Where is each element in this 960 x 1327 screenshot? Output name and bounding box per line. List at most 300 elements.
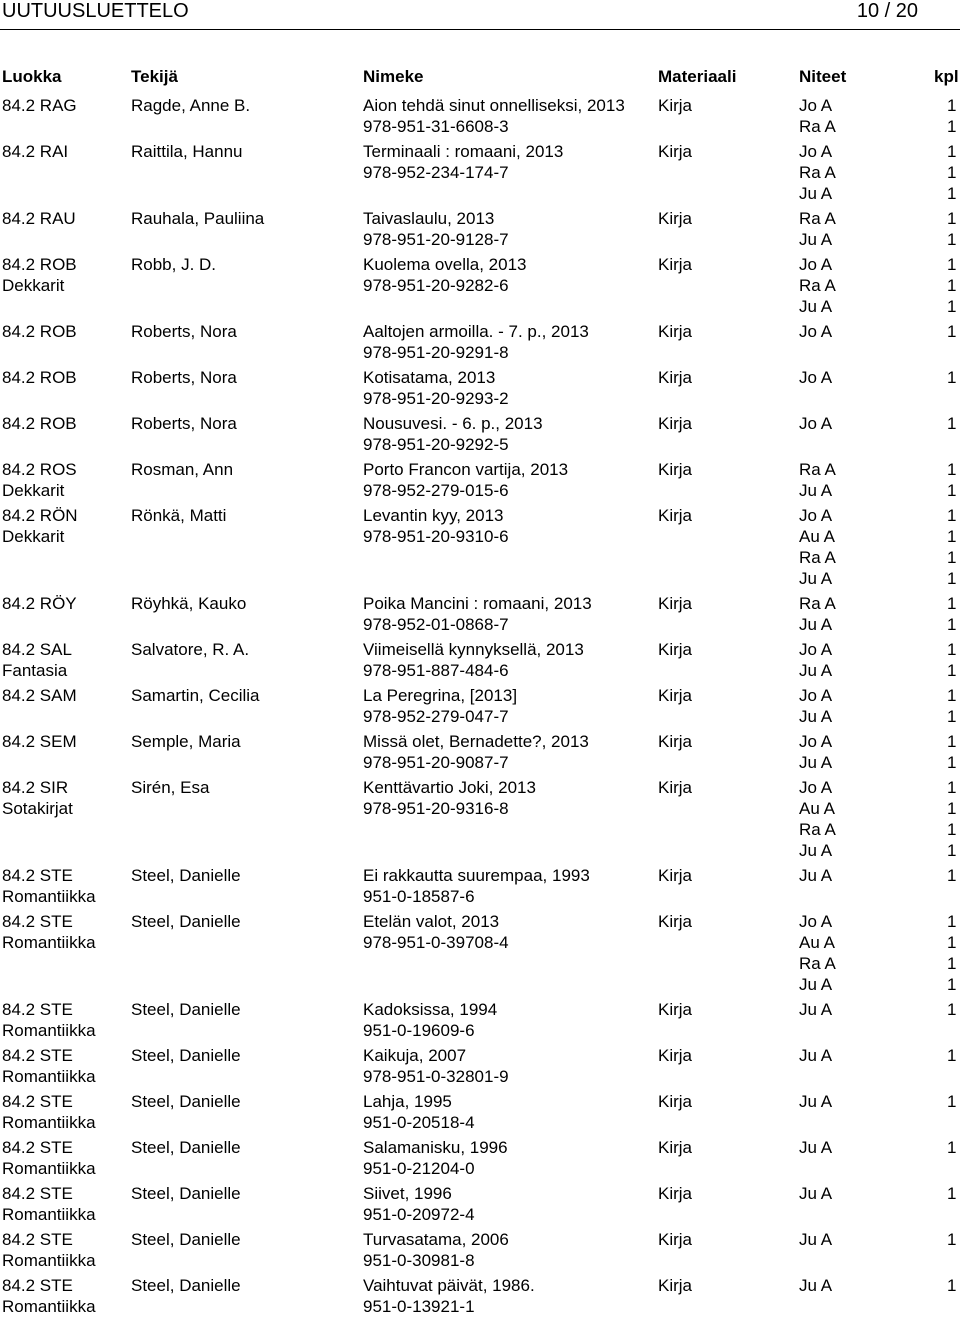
copy-location: Jo A (799, 322, 833, 341)
book-title: Missä olet, Bernadette?, 2013 (363, 732, 589, 751)
class-code: 84.2 SEM (2, 732, 77, 751)
niteet-cell (799, 254, 836, 317)
author-name: Steel, Danielle (131, 1138, 241, 1157)
niteet-cell (799, 593, 836, 635)
class-code: 84.2 ROS (2, 460, 77, 479)
kpl-cell (947, 685, 956, 727)
niteet-cell (799, 95, 836, 137)
table-row (0, 208, 960, 254)
copy-location: Ra A (799, 276, 836, 295)
isbn: 978-952-279-047-7 (363, 707, 509, 726)
luokka-cell (2, 593, 77, 614)
author-name: Salvatore, R. A. (131, 640, 250, 659)
copy-count: 1 (947, 460, 957, 479)
copy-location: Ju A (799, 1000, 833, 1019)
copy-location: Jo A (799, 506, 833, 525)
copy-location: Ju A (799, 1230, 833, 1249)
book-title: Siivet, 1996 (363, 1184, 452, 1203)
luokka-cell (2, 865, 96, 907)
copy-location: Ju A (799, 230, 833, 249)
copy-count: 1 (947, 414, 957, 433)
tekija-cell (131, 208, 264, 229)
luokka-cell (2, 367, 77, 388)
class-code: 84.2 RAU (2, 209, 76, 228)
copy-count: 1 (947, 481, 957, 500)
table-row (0, 1275, 960, 1321)
genre-label: Romantiikka (2, 1113, 96, 1132)
table-row (0, 865, 960, 911)
materiaali-cell (658, 1183, 692, 1204)
copy-location: Ju A (799, 615, 833, 634)
material-type: Kirja (658, 1046, 693, 1065)
kpl-cell (947, 865, 956, 886)
material-type: Kirja (658, 1184, 693, 1203)
book-title: Aaltojen armoilla. - 7. p., 2013 (363, 322, 589, 341)
nimeke-cell (363, 685, 517, 727)
luokka-cell (2, 731, 77, 752)
class-code: 84.2 STE (2, 1046, 73, 1065)
copy-count: 1 (947, 209, 957, 228)
niteet-cell (799, 141, 836, 204)
author-name: Semple, Maria (131, 732, 241, 751)
niteet-cell (799, 367, 832, 388)
niteet-cell (799, 505, 836, 589)
class-code: 84.2 SAL (2, 640, 72, 659)
genre-label: Romantiikka (2, 1297, 96, 1316)
copy-count: 1 (947, 163, 957, 182)
copy-count: 1 (947, 933, 957, 952)
table-row (0, 141, 960, 208)
kpl-cell (947, 459, 956, 501)
column-header-tekija: Tekijä (131, 67, 178, 86)
material-type: Kirja (658, 1138, 693, 1157)
luokka-cell (2, 639, 72, 681)
kpl-cell (947, 208, 956, 250)
copy-location: Ra A (799, 460, 836, 479)
tekija-cell (131, 999, 241, 1020)
niteet-cell (799, 1091, 832, 1112)
class-code: 84.2 STE (2, 1276, 73, 1295)
genre-label: Dekkarit (2, 481, 65, 500)
isbn: 951-0-20518-4 (363, 1113, 475, 1132)
book-title: Kenttävartio Joki, 2013 (363, 778, 536, 797)
materiaali-cell (658, 593, 692, 614)
tekija-cell (131, 367, 237, 388)
table-row (0, 1229, 960, 1275)
copy-location: Ju A (799, 866, 833, 885)
materiaali-cell (658, 95, 692, 116)
isbn: 978-952-279-015-6 (363, 481, 509, 500)
luokka-cell (2, 459, 77, 501)
niteet-cell (799, 731, 832, 773)
class-code: 84.2 RAI (2, 142, 69, 161)
luokka-cell (2, 505, 78, 547)
niteet-cell (799, 1275, 832, 1296)
kpl-cell (947, 1137, 956, 1158)
copy-location: Ju A (799, 1138, 833, 1157)
niteet-cell (799, 459, 836, 501)
nimeke-cell (363, 367, 509, 409)
table-row (0, 95, 960, 141)
book-title: Terminaali : romaani, 2013 (363, 142, 564, 161)
material-type: Kirja (658, 732, 693, 751)
isbn: 978-951-887-484-6 (363, 661, 509, 680)
nimeke-cell (363, 141, 563, 183)
tekija-cell (131, 1229, 241, 1250)
tekija-cell (131, 1183, 241, 1204)
copy-count: 1 (947, 841, 957, 860)
isbn: 978-951-20-9316-8 (363, 799, 509, 818)
copy-count: 1 (947, 117, 957, 136)
copy-location: Jo A (799, 142, 833, 161)
copy-count: 1 (947, 184, 957, 203)
copy-count: 1 (947, 778, 957, 797)
isbn: 978-951-20-9282-6 (363, 276, 509, 295)
copy-count: 1 (947, 297, 957, 316)
kpl-cell (947, 639, 956, 681)
copy-location: Jo A (799, 96, 833, 115)
kpl-cell (947, 731, 956, 773)
tekija-cell (131, 1091, 241, 1112)
book-title: Salamanisku, 1996 (363, 1138, 508, 1157)
author-name: Steel, Danielle (131, 1230, 241, 1249)
material-type: Kirja (658, 368, 693, 387)
tekija-cell (131, 865, 241, 886)
book-title: Porto Francon vartija, 2013 (363, 460, 569, 479)
isbn: 951-0-21204-0 (363, 1159, 475, 1178)
author-name: Steel, Danielle (131, 1000, 241, 1019)
materiaali-cell (658, 459, 692, 480)
table-row (0, 505, 960, 593)
document-title: UUTUUSLUETTELO (2, 0, 189, 22)
author-name: Steel, Danielle (131, 1276, 241, 1295)
isbn: 978-951-20-9292-5 (363, 435, 509, 454)
material-type: Kirja (658, 1000, 693, 1019)
nimeke-cell (363, 639, 584, 681)
niteet-cell (799, 777, 836, 861)
copy-count: 1 (947, 368, 957, 387)
material-type: Kirja (658, 414, 693, 433)
isbn: 978-951-0-39708-4 (363, 933, 509, 952)
copy-location: Jo A (799, 778, 833, 797)
copy-count: 1 (947, 527, 957, 546)
luokka-cell (2, 1045, 96, 1087)
table-row (0, 1045, 960, 1091)
niteet-cell (799, 999, 832, 1020)
tekija-cell (131, 505, 226, 526)
isbn: 978-951-20-9128-7 (363, 230, 509, 249)
copy-count: 1 (947, 732, 957, 751)
tekija-cell (131, 911, 241, 932)
author-name: Roberts, Nora (131, 414, 237, 433)
class-code: 84.2 STE (2, 1000, 73, 1019)
copy-count: 1 (947, 954, 957, 973)
tekija-cell (131, 95, 250, 116)
luokka-cell (2, 911, 96, 953)
niteet-cell (799, 208, 836, 250)
tekija-cell (131, 141, 243, 162)
nimeke-cell (363, 731, 589, 773)
author-name: Steel, Danielle (131, 1092, 241, 1111)
table-row (0, 254, 960, 321)
nimeke-cell (363, 865, 590, 907)
isbn: 951-0-13921-1 (363, 1297, 475, 1316)
copy-location: Ju A (799, 297, 833, 316)
copy-location: Ra A (799, 820, 836, 839)
kpl-cell (947, 1091, 956, 1112)
material-type: Kirja (658, 594, 693, 613)
luokka-cell (2, 777, 73, 819)
nimeke-cell (363, 1137, 508, 1179)
copy-count: 1 (947, 1092, 957, 1111)
author-name: Röyhkä, Kauko (131, 594, 247, 613)
book-title: Aion tehdä sinut onnelliseksi, 2013 (363, 96, 625, 115)
book-title: Etelän valot, 2013 (363, 912, 500, 931)
author-name: Rönkä, Matti (131, 506, 227, 525)
material-type: Kirja (658, 96, 693, 115)
materiaali-cell (658, 777, 692, 798)
table-row (0, 1137, 960, 1183)
copy-location: Ju A (799, 1276, 833, 1295)
author-name: Samartin, Cecilia (131, 686, 260, 705)
copy-location: Ju A (799, 1184, 833, 1203)
nimeke-cell (363, 593, 592, 635)
book-title: Viimeisellä kynnyksellä, 2013 (363, 640, 584, 659)
kpl-cell (947, 911, 956, 995)
materiaali-cell (658, 321, 692, 342)
niteet-cell (799, 1137, 832, 1158)
nimeke-cell (363, 999, 497, 1041)
genre-label: Romantiikka (2, 1067, 96, 1086)
materiaali-cell (658, 1229, 692, 1250)
isbn: 978-951-0-32801-9 (363, 1067, 509, 1086)
materiaali-cell (658, 1137, 692, 1158)
column-header-nimeke: Nimeke (363, 67, 424, 86)
genre-label: Romantiikka (2, 887, 96, 906)
nimeke-cell (363, 1275, 535, 1317)
copy-count: 1 (947, 594, 957, 613)
copy-location: Ju A (799, 707, 833, 726)
author-name: Rauhala, Pauliina (131, 209, 265, 228)
copy-count: 1 (947, 753, 957, 772)
copy-count: 1 (947, 230, 957, 249)
table-row (0, 367, 960, 413)
book-title: Lahja, 1995 (363, 1092, 452, 1111)
table-row (0, 639, 960, 685)
column-header-kpl: kpl (934, 67, 959, 86)
copy-location: Ju A (799, 569, 833, 588)
materiaali-cell (658, 1275, 692, 1296)
copy-count: 1 (947, 255, 957, 274)
isbn: 951-0-19609-6 (363, 1021, 475, 1040)
copy-count: 1 (947, 506, 957, 525)
class-code: 84.2 SAM (2, 686, 77, 705)
book-title: Vaihtuvat päivät, 1986. (363, 1276, 535, 1295)
table-row (0, 911, 960, 999)
book-title: Kuolema ovella, 2013 (363, 255, 527, 274)
author-name: Sirén, Esa (131, 778, 210, 797)
copy-location: Jo A (799, 368, 833, 387)
luokka-cell (2, 254, 77, 296)
tekija-cell (131, 321, 237, 342)
nimeke-cell (363, 1183, 475, 1225)
copy-count: 1 (947, 707, 957, 726)
genre-label: Romantiikka (2, 1251, 96, 1270)
isbn: 978-951-20-9291-8 (363, 343, 509, 362)
class-code: 84.2 SIR (2, 778, 69, 797)
luokka-cell (2, 141, 68, 162)
kpl-cell (947, 141, 956, 204)
class-code: 84.2 RÖN (2, 506, 78, 525)
materiaali-cell (658, 413, 692, 434)
column-header-niteet: Niteet (799, 67, 847, 86)
author-name: Robb, J. D. (131, 255, 217, 274)
page-header (0, 0, 960, 24)
tekija-cell (131, 731, 241, 752)
copy-location: Jo A (799, 640, 833, 659)
class-code: 84.2 ROB (2, 255, 77, 274)
isbn: 978-952-01-0868-7 (363, 615, 509, 634)
copy-location: Ju A (799, 753, 833, 772)
material-type: Kirja (658, 778, 693, 797)
table-row (0, 321, 960, 367)
materiaali-cell (658, 911, 692, 932)
isbn: 978-952-234-174-7 (363, 163, 509, 182)
copy-count: 1 (947, 615, 957, 634)
copy-location: Ra A (799, 548, 836, 567)
copy-count: 1 (947, 975, 957, 994)
nimeke-cell (363, 459, 568, 501)
author-name: Steel, Danielle (131, 866, 241, 885)
niteet-cell (799, 1183, 832, 1204)
class-code: 84.2 ROB (2, 368, 77, 387)
materiaali-cell (658, 1045, 692, 1066)
material-type: Kirja (658, 1276, 693, 1295)
table-row (0, 685, 960, 731)
material-type: Kirja (658, 640, 693, 659)
tekija-cell (131, 777, 209, 798)
copy-location: Ju A (799, 975, 833, 994)
kpl-cell (947, 505, 956, 589)
copy-count: 1 (947, 661, 957, 680)
materiaali-cell (658, 141, 692, 162)
material-type: Kirja (658, 686, 693, 705)
class-code: 84.2 STE (2, 1230, 73, 1249)
luokka-cell (2, 1183, 96, 1225)
material-type: Kirja (658, 255, 693, 274)
niteet-cell (799, 911, 836, 995)
table-row (0, 1183, 960, 1229)
kpl-cell (947, 413, 956, 434)
niteet-cell (799, 413, 832, 434)
author-name: Roberts, Nora (131, 322, 237, 341)
kpl-cell (947, 1229, 956, 1250)
material-type: Kirja (658, 460, 693, 479)
material-type: Kirja (658, 506, 693, 525)
nimeke-cell (363, 254, 527, 296)
copy-count: 1 (947, 820, 957, 839)
kpl-cell (947, 1045, 956, 1066)
kpl-cell (947, 254, 956, 317)
nimeke-cell (363, 911, 509, 953)
material-type: Kirja (658, 142, 693, 161)
copy-count: 1 (947, 1184, 957, 1203)
copy-location: Ju A (799, 1092, 833, 1111)
tekija-cell (131, 459, 233, 480)
genre-label: Romantiikka (2, 1159, 96, 1178)
material-type: Kirja (658, 912, 693, 931)
copy-location: Ra A (799, 117, 836, 136)
author-name: Rosman, Ann (131, 460, 234, 479)
materiaali-cell (658, 505, 692, 526)
copy-location: Ra A (799, 594, 836, 613)
nimeke-cell (363, 777, 536, 819)
kpl-cell (947, 95, 956, 137)
copy-location: Jo A (799, 255, 833, 274)
author-name: Steel, Danielle (131, 912, 241, 931)
copy-count: 1 (947, 640, 957, 659)
materiaali-cell (658, 1091, 692, 1112)
luokka-cell (2, 999, 96, 1041)
book-title: Levantin kyy, 2013 (363, 506, 504, 525)
copy-location: Jo A (799, 912, 833, 931)
isbn: 978-951-20-9310-6 (363, 527, 509, 546)
copy-location: Ju A (799, 184, 833, 203)
materiaali-cell (658, 208, 692, 229)
nimeke-cell (363, 208, 509, 250)
table-row (0, 777, 960, 865)
niteet-cell (799, 1229, 832, 1250)
isbn: 951-0-18587-6 (363, 887, 475, 906)
copy-count: 1 (947, 1046, 957, 1065)
copy-location: Au A (799, 933, 835, 952)
material-type: Kirja (658, 209, 693, 228)
luokka-cell (2, 1229, 96, 1271)
copy-location: Ju A (799, 661, 833, 680)
tekija-cell (131, 1275, 241, 1296)
niteet-cell (799, 321, 832, 342)
page-number: 10 / 20 (856, 0, 918, 22)
luokka-cell (2, 685, 77, 706)
niteet-cell (799, 685, 832, 727)
copy-location: Ju A (799, 1046, 833, 1065)
luokka-cell (2, 95, 77, 116)
copy-location: Au A (799, 527, 835, 546)
material-type: Kirja (658, 322, 693, 341)
copy-location: Jo A (799, 732, 833, 751)
author-name: Ragde, Anne B. (131, 96, 251, 115)
materiaali-cell (658, 254, 692, 275)
luokka-cell (2, 208, 76, 229)
luokka-cell (2, 1091, 96, 1133)
material-type: Kirja (658, 866, 693, 885)
copy-location: Ra A (799, 954, 836, 973)
book-title: Kadoksissa, 1994 (363, 1000, 498, 1019)
copy-count: 1 (947, 322, 957, 341)
genre-label: Fantasia (2, 661, 68, 680)
genre-label: Dekkarit (2, 527, 65, 546)
nimeke-cell (363, 1045, 509, 1087)
copy-count: 1 (947, 276, 957, 295)
niteet-cell (799, 1045, 832, 1066)
class-code: 84.2 STE (2, 866, 73, 885)
table-row (0, 1091, 960, 1137)
table-row (0, 999, 960, 1045)
kpl-cell (947, 1183, 956, 1204)
book-title: Taivaslaulu, 2013 (363, 209, 495, 228)
class-code: 84.2 STE (2, 912, 73, 931)
copy-count: 1 (947, 799, 957, 818)
